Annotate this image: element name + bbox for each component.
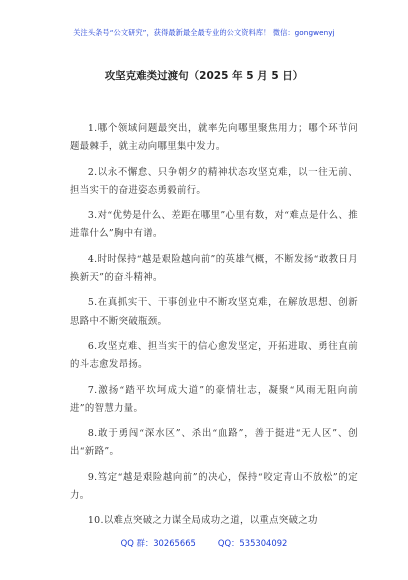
paragraph: 10.以难点突破之力谋全局成功之道，以重点突破之功 [87,515,318,527]
paragraph: 3.对“优势是什么、差距在哪里”心里有数，对“难点是什么、推进靠什么”胸中有谱。 [70,210,358,240]
document-body [70,120,358,538]
paragraph: 9.笃定“越是艰险越向前”的决心，保持“咬定青山不放松”的定力。 [70,471,358,502]
footer-qq-group: QQ 群：30265665 [120,538,196,548]
document-title: 攻坚克难类过渡句（2025 年 5 月 5 日） [104,70,304,82]
paragraph: 1.哪个领域问题最突出，就率先向哪里聚焦用力；哪个环节问题最棘手，就主动向哪里集中发力。 [70,123,358,153]
paragraph: 2.以永不懈怠、只争朝夕的精神状态攻坚克难，以一往无前、担当实干的奋进姿态勇毅前行。 [70,166,358,196]
header-promo-note: 关注头条号“公文研究”，获得最新最全最专业的公文资料库！ 微信：gongwenyj [73,28,335,37]
footer-qq-number: QQ：535304092 [217,538,288,548]
paragraph: 7.激扬“踏平坎坷成大道”的豪情壮志，凝聚“风雨无阻向前进”的智慧力量。 [70,384,358,414]
paragraph: 8.敢于勇闯“深水区”、杀出“血路”，善于挺进“无人区”、创出“新路”。 [70,428,358,458]
paragraph: 4.时时保持“越是艰险越向前”的英雄气概，不断发扬“敢教日月换新天”的奋斗精神。 [70,253,358,284]
footer-contact [0,537,408,549]
paragraph: 5.在真抓实干、干事创业中不断攻坚克难，在解放思想、创新思路中不断突破瓶颈。 [70,297,358,327]
paragraph: 6.攻坚克难、担当实干的信心愈发坚定，开拓进取、勇往直前的斗志愈发昂扬。 [70,340,358,371]
